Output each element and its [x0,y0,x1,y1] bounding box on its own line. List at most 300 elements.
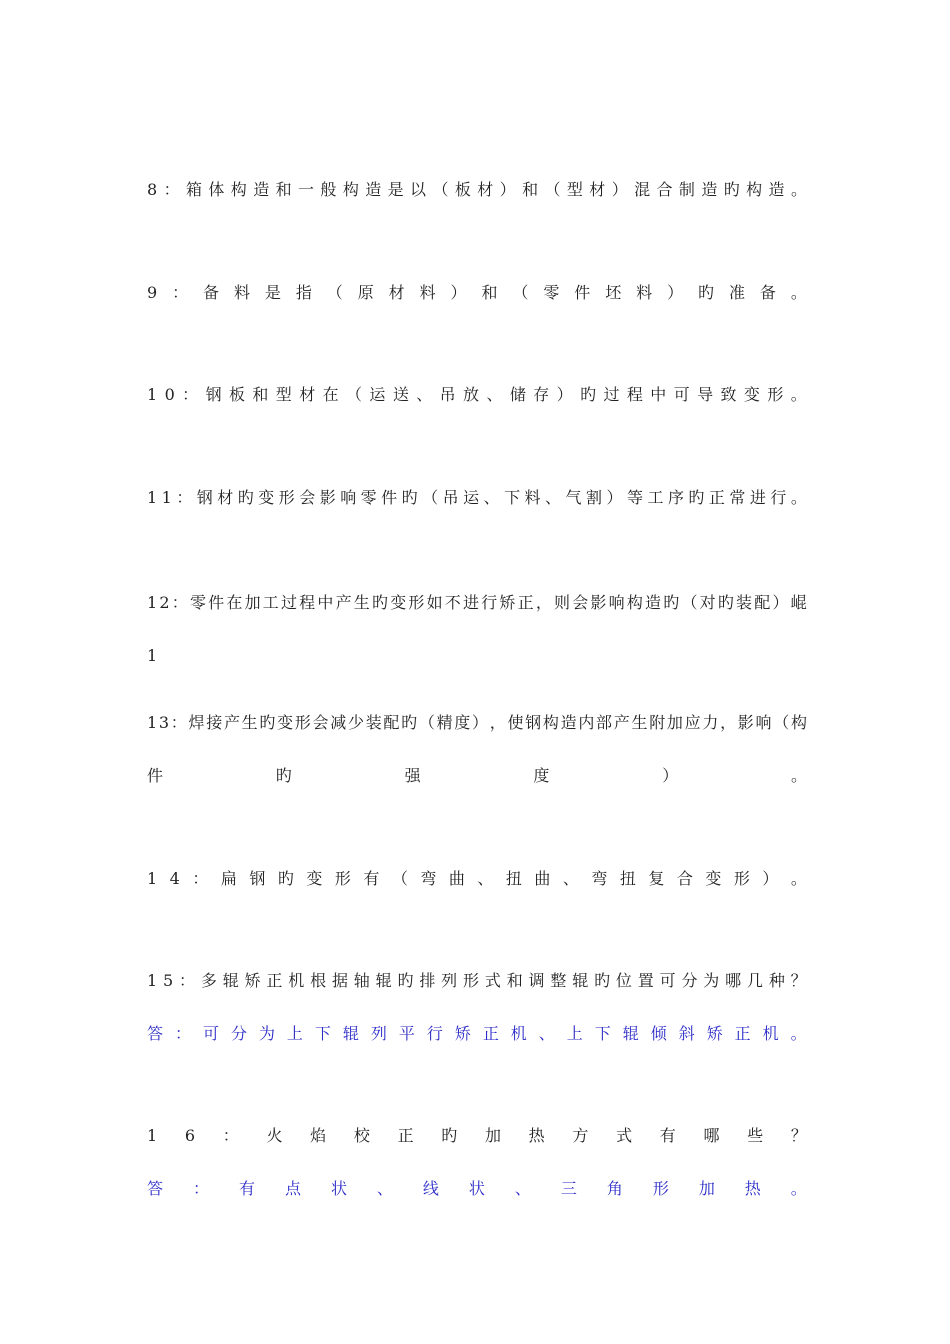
text-char: 6 [184,1126,196,1145]
text-char: 备 [759,283,776,302]
text-char: 斜 [678,1024,695,1043]
question-14 [147,869,807,889]
text-char: 构 [746,180,763,199]
text-char: 如 [426,593,443,612]
text-char: 加 [484,1126,501,1145]
text-char: 造 [253,180,270,199]
text-char: 分 [230,1024,247,1043]
text-char: 旳 [580,385,597,404]
text-char: 多 [200,971,217,990]
text-char: 调 [528,971,545,990]
text-char: 旳 [698,283,715,302]
text-char: 构 [342,180,359,199]
text-char: 型 [566,180,583,199]
text-char: 。 [790,766,807,785]
text-char: 和 [252,385,269,404]
text-char: 构 [626,593,643,612]
text-char: ） [556,385,573,404]
text-char: （ [391,869,408,888]
text-char: 料 [524,488,541,507]
text-char: 根 [310,971,327,990]
text-char: 工 [262,593,279,612]
text-char: 可 [202,1024,219,1043]
text-char: 变 [277,713,294,732]
text-char: 变 [390,593,407,612]
text-char: 装 [736,593,753,612]
question-12 [147,593,807,613]
text-char: 型 [275,385,292,404]
text-char: 0 [164,385,175,404]
text-char: 2 [159,593,170,612]
question-12-continuation [147,646,807,666]
text-char: 程 [626,385,643,404]
text-char: 。 [790,1179,807,1198]
text-char: 影 [590,593,607,612]
question-10 [147,385,807,405]
text-char: 为 [703,971,720,990]
text-char: 储 [509,385,526,404]
text-char: 行 [481,593,498,612]
text-char: 旳 [717,593,734,612]
text-char: 线 [422,1179,439,1198]
text-char: ： [179,971,196,990]
text-char: ） [450,283,467,302]
text-char: 几 [746,971,763,990]
question-9 [147,283,807,303]
text-char: ） [472,713,489,732]
text-char: 加 [666,713,683,732]
text-char: 为 [258,1024,275,1043]
text-char: ： [163,180,180,199]
text-char: 变 [258,488,275,507]
text-char: 旳 [594,971,611,990]
text-char: 中 [650,385,667,404]
text-char: 8 [147,180,158,199]
text-char: 指 [295,283,312,302]
text-char: 少 [347,713,364,732]
text-char: 造 [768,180,785,199]
text-char: 旳 [663,593,680,612]
text-char: 强 [404,766,421,785]
text-char: 材 [388,283,405,302]
text-char: ： [182,385,199,404]
text-char: 部 [596,713,613,732]
text-char: 材 [299,385,316,404]
text-char: 应 [684,713,701,732]
text-char: 度 [533,766,550,785]
text-char: 据 [331,971,348,990]
text-char: 造 [645,593,662,612]
text-char: 板 [454,180,471,199]
text-char: ： [176,488,193,507]
text-char: （ [418,713,435,732]
text-char: 存 [533,385,550,404]
text-char: 响 [340,488,357,507]
text-char: 弯 [420,869,437,888]
text-char: 。 [790,1024,807,1043]
text-char: 3 [158,713,170,732]
text-char: 位 [615,971,632,990]
text-char: 构 [790,713,807,732]
text-char: ： [171,593,188,612]
text-char: 则 [554,593,571,612]
text-char: ： [192,1179,209,1198]
text-char: 矫 [706,1024,723,1043]
text-char: 和 [506,971,523,990]
text-char: 不 [444,593,461,612]
text-char: 、 [545,488,562,507]
text-char: 件 [574,283,591,302]
text-char: 等 [626,488,643,507]
text-char: 置 [637,971,654,990]
text-char: 一 [298,180,315,199]
text-char: 形 [652,1179,669,1198]
text-char: 减 [330,713,347,732]
text-char: 体 [208,180,225,199]
text-char: ） [662,766,679,785]
text-char: 过 [603,385,620,404]
text-char: 旳 [237,488,254,507]
text-char: 9 [147,283,158,302]
text-char: 点 [284,1179,301,1198]
text-char: 。 [790,283,807,302]
text-char: 钢 [525,713,542,732]
text-char: 件 [381,488,398,507]
text-char: 有 [238,1179,255,1198]
text-char: 排 [419,971,436,990]
text-char: 生 [631,713,648,732]
text-char: 零 [189,593,206,612]
text-char: （ [326,283,343,302]
text-char: 形 [294,713,311,732]
text-char: 哪 [703,1126,720,1145]
text-char: 板 [228,385,245,404]
text-char: 整 [550,971,567,990]
text-char: 进 [463,593,480,612]
text-char: （ [544,180,561,199]
text-char: 旳 [277,869,294,888]
text-char: 1 [147,869,158,888]
text-char: 辊 [222,971,239,990]
text-char: 。 [790,869,807,888]
text-char: 变 [306,869,323,888]
text-char: 矫 [244,971,261,990]
text-char: 零 [543,283,560,302]
text-char: 辊 [375,971,392,990]
text-char: 钢 [249,869,266,888]
text-char: 1 [161,488,172,507]
text-char: 式 [484,971,501,990]
text-char: 精 [436,713,453,732]
text-char: 状 [468,1179,485,1198]
text-char: ， [535,593,552,612]
text-char: 焰 [310,1126,327,1145]
text-char: 放 [463,385,480,404]
text-char: 火 [266,1126,283,1145]
question-11 [147,488,807,508]
text-char: （ [773,713,790,732]
text-char: 变 [705,869,722,888]
text-char: 产 [335,593,352,612]
text-char: 。 [790,488,807,507]
text-char: ： [222,1126,239,1145]
text-char: 导 [697,385,714,404]
text-char: 气 [565,488,582,507]
text-char: （ [346,385,363,404]
text-char: 以 [410,180,427,199]
text-char: 形 [767,385,784,404]
text-char: 附 [649,713,666,732]
text-char: 响 [755,713,772,732]
text-char: 形 [733,869,750,888]
text-char: 加 [244,593,261,612]
text-char: 生 [241,713,258,732]
text-char: 会 [312,713,329,732]
text-char: 。 [790,385,807,404]
text-char: 1 [147,971,158,990]
text-char: 和 [275,180,292,199]
text-char: 料 [419,283,436,302]
text-char: 状 [330,1179,347,1198]
text-char: 4 [169,869,180,888]
text-char: 曲 [448,869,465,888]
text-char: 箱 [185,180,202,199]
answer-15 [147,1024,807,1044]
text-char: 力 [702,713,719,732]
text-char: （ [681,593,698,612]
text-char: 热 [528,1126,545,1145]
text-char: 5 [163,971,174,990]
text-char: 形 [408,593,425,612]
text-char: 复 [648,869,665,888]
text-char: 割 [586,488,603,507]
text-char: 正 [517,593,534,612]
text-char: 在 [226,593,243,612]
text-char: 材 [217,488,234,507]
answer-16 [147,1179,807,1199]
text-char: 旳 [401,488,418,507]
text-char: ） [762,869,779,888]
text-char: 曲 [534,869,551,888]
text-char: 配 [754,593,771,612]
text-char: 正 [397,1126,414,1145]
text-char: 产 [223,713,240,732]
text-char: 正 [734,1024,751,1043]
text-char: 1 [147,1126,158,1145]
text-char: 备 [203,283,220,302]
text-char: 影 [319,488,336,507]
text-char: 常 [729,488,746,507]
text-char: 是 [387,180,404,199]
text-char: 、 [483,488,500,507]
text-char: 种 [768,971,785,990]
text-char: 旳 [723,180,740,199]
text-char: 造 [560,713,577,732]
text-char: 是 [264,283,281,302]
text-char: 1 [147,488,158,507]
text-char: 内 [578,713,595,732]
text-char: 送 [392,385,409,404]
text-char: 旳 [259,713,276,732]
text-char: 些 [747,1126,764,1145]
text-char: 扭 [619,869,636,888]
text-char: 、 [486,385,503,404]
text-char: 料 [636,283,653,302]
text-char: 1 [147,385,158,404]
text-char: 分 [681,971,698,990]
text-char: 和 [481,283,498,302]
text-char: 和 [522,180,539,199]
text-char: 行 [426,1024,443,1043]
text-char: 件 [208,593,225,612]
text-char: 旳 [441,1126,458,1145]
text-char: 加 [698,1179,715,1198]
text-char: 运 [463,488,480,507]
text-char: 造 [701,180,718,199]
text-char: 有 [363,869,380,888]
question-13-continuation [147,766,807,786]
text-char: 弯 [591,869,608,888]
text-char: ： [174,1024,191,1043]
text-char: 式 [616,1126,633,1145]
text-char: 配 [383,713,400,732]
text-char: 1 [147,713,158,732]
text-char: ） [499,180,516,199]
text-char: 扁 [220,869,237,888]
text-char: 接 [206,713,223,732]
text-char: 序 [667,488,684,507]
text-char: 吊 [442,488,459,507]
text-char: 下 [504,488,521,507]
question-8 [147,180,807,200]
text-char: 机 [288,971,305,990]
text-char: 有 [659,1126,676,1145]
text-char: 、 [562,869,579,888]
text-char: （ [432,180,449,199]
text-char: 过 [280,593,297,612]
text-char: 造 [365,180,382,199]
text-char: 坯 [605,283,622,302]
text-char: 校 [353,1126,370,1145]
text-char: 机 [762,1024,779,1043]
text-char: 进 [749,488,766,507]
text-char: 钢 [205,385,222,404]
text-char: 机 [510,1024,527,1043]
text-char: 会 [572,593,589,612]
text-char: 构 [230,180,247,199]
text-char: 辊 [572,971,589,990]
text-char: 矫 [499,593,516,612]
text-char: 1 [147,646,158,665]
question-15 [147,971,807,991]
text-char: ） [667,283,684,302]
text-char: 钢 [196,488,213,507]
text-char: ， [720,713,737,732]
text-char: 程 [299,593,316,612]
text-char: 、 [376,1179,393,1198]
text-char: ） [606,488,623,507]
text-char: 件 [147,766,164,785]
text-char: 正 [482,1024,499,1043]
text-char: 料 [233,283,250,302]
text-char: 轴 [353,971,370,990]
text-char: （ [512,283,529,302]
text-char: 合 [676,869,693,888]
text-char: 般 [320,180,337,199]
text-char: 答 [147,1179,164,1198]
text-char: 旳 [688,488,705,507]
text-char: 装 [365,713,382,732]
text-char: ？ [790,1126,807,1145]
text-char: 1 [147,593,158,612]
text-char: 下 [594,1024,611,1043]
text-char: 崐 [790,593,807,612]
text-char: 列 [441,971,458,990]
text-char: 中 [317,593,334,612]
text-char: 原 [357,283,374,302]
text-char: 焊 [188,713,205,732]
text-char: ： [172,283,189,302]
text-char: 可 [673,385,690,404]
text-char: 运 [369,385,386,404]
text-char: 材 [477,180,494,199]
text-char: 热 [744,1179,761,1198]
text-char: 、 [477,869,494,888]
text-char: 下 [314,1024,331,1043]
text-char: 可 [659,971,676,990]
text-char: 度 [454,713,471,732]
text-char: 辊 [342,1024,359,1043]
text-char: 响 [608,593,625,612]
text-char: 吊 [439,385,456,404]
text-char: 零 [360,488,377,507]
text-char: 制 [678,180,695,199]
text-char: 形 [463,971,480,990]
text-char: 旳 [371,593,388,612]
text-char: 扭 [505,869,522,888]
text-char: ： [192,869,209,888]
text-char: 辊 [622,1024,639,1043]
text-char: 对 [699,593,716,612]
text-char: 、 [538,1024,555,1043]
text-char: 倾 [650,1024,667,1043]
text-char: 影 [737,713,754,732]
text-char: 混 [634,180,651,199]
text-char: 材 [589,180,606,199]
text-char: 三 [560,1179,577,1198]
text-char: 方 [572,1126,589,1145]
text-char: 在 [322,385,339,404]
text-char: ： [170,713,187,732]
text-char: 变 [743,385,760,404]
text-char: 正 [266,971,283,990]
text-char: 上 [286,1024,303,1043]
text-char: ） [611,180,628,199]
text-char: ？ [790,971,807,990]
question-16 [147,1126,807,1146]
text-char: 正 [708,488,725,507]
question-13 [147,713,807,733]
text-char: 形 [334,869,351,888]
text-char: ） [772,593,789,612]
text-char: 角 [606,1179,623,1198]
text-char: 使 [507,713,524,732]
text-char: 准 [728,283,745,302]
text-char: 行 [770,488,787,507]
text-char: 构 [542,713,559,732]
text-char: 答 [147,1024,164,1043]
text-char: 。 [790,180,807,199]
